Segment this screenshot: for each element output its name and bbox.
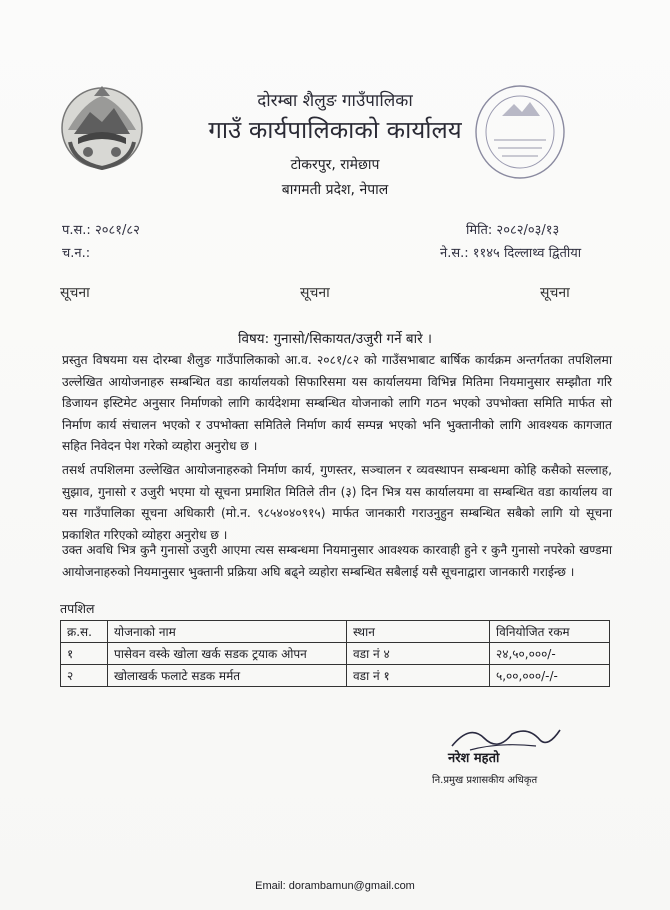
cell-amount: ५,००,०००/-/- [490,665,610,687]
signatory-title: नि.प्रमुख प्रशासकीय अधिकृत [432,775,538,786]
notice-label-center: सूचना [300,285,330,301]
office-address: टोकरपुर, रामेछाप [290,157,380,173]
cell-project: पासेवन वस्के खोला खर्क सडक ट्रयाक ओपन [108,643,347,665]
signatory-name: नरेश महतो [448,751,500,766]
cell-sn: १ [61,643,108,665]
project-table [60,620,610,687]
col-header-sn: क्र.स. [61,621,108,643]
province-country: बागमती प्रदेश, नेपाल [281,182,389,198]
table-caption: तपशिल [60,601,95,616]
footer-email: Email: dorambamun@gmail.com [255,880,415,892]
notice-subject: विषय: गुनासो/सिकायत/उजुरी गर्ने बारे । [237,331,433,347]
cell-amount: २४,५०,०००/- [490,643,610,665]
cell-location: वडा नं १ [347,665,490,687]
letter-date: मिति: २०८२/०३/१३ [466,223,560,238]
municipality-name: दोरम्बा शैलुङ गाउँपालिका [257,91,413,111]
letter-number: प.स.: २०८१/८२ [62,223,140,238]
dispatch-number: च.न.: [62,246,91,261]
notice-label-left: सूचना [60,285,90,301]
table-row [61,643,610,665]
cell-sn: २ [61,665,108,687]
office-name: गाउँ कार्यपालिकाको कार्यालय [208,116,462,144]
col-header-project: योजनाको नाम [108,621,347,643]
col-header-location: स्थान [347,621,490,643]
col-header-amount: विनियोजित रकम [490,621,610,643]
paragraph-2: तसर्थ तपशिलमा उल्लेखित आयोजनाहरुको निर्माण कार्य, गुणस्तर, सञ्चालन र व्यवस्थापन सम्बन्धमा कोहि कसैको सल्लाह, सुझाव, गुनासो र उजुरी भएमा यो सूचना प्रमाशित मितिले तीन (३) दिन भित्र यस कार्यालयमा वा सम्बन्धित वडा कार्यालय वा यस गाउँपालिका सूचना अधिकारी (मो.न. ९८५४०४०९१५) मार्फत जानकारी गराउनुहुन सम्बन्धित सबैको लागि यो सूचना प्रकाशित गरिएको व्योहरा अनुरोध छ । [62,463,612,542]
table-header-row [61,621,610,643]
notice-label-right: सूचना [540,285,570,301]
table-row [61,665,610,687]
paragraph-1: प्रस्तुत विषयमा यस दोरम्बा शैलुङ गाउँपालिकाको आ.व. २०८१/८२ को गाउँसभाबाट बार्षिक कार्यक्रम अन्तर्गतका तपशिलमा उल्लेखित आयोजनाहरु सम्बन्धित वडा कार्यालयको सिफारिसमा यस कार्यालयमा विभिन्न मितिमा नियमानुसार सम्झौता गरि डिजायन इस्टिमेट अनुसार निर्माणको लागि कार्यदेशमा सम्बन्धित योजनाको लागि गठन भएको उपभोक्ता समिति मार्फत सो निर्माण कार्य संचालन भएको र उपभोक्ता समितिले निर्माण कार्य सम्पन्न भएको भनि भुक्तानीको लागि आवश्यक कागजात सहित निवेदन पेश गरेको व्यहोरा अनुरोध छ । [62,353,612,453]
cell-project: खोलाखर्क फलाटे सडक मर्मत [108,665,347,687]
paragraph-3: उक्त अवधि भित्र कुनै गुनासो उजुरी आएमा त्यस सम्बन्धमा नियमानुसार आवश्यक कारवाही हुने र कुनै गुनासो नपरेको खण्डमा आयोजनाहरुको नियमानुसार भुक्तानी प्रक्रिया अघि बढ्ने व्यहोरा सम्बन्धित सबैलाई यसै सूचनाद्वारा जानकारी गराईन्छ । [62,543,612,579]
nepal-sambat-date: ने.स.: ११४५ दिल्लाथ्व द्वितीया [440,246,582,261]
cell-location: वडा नं ४ [347,643,490,665]
